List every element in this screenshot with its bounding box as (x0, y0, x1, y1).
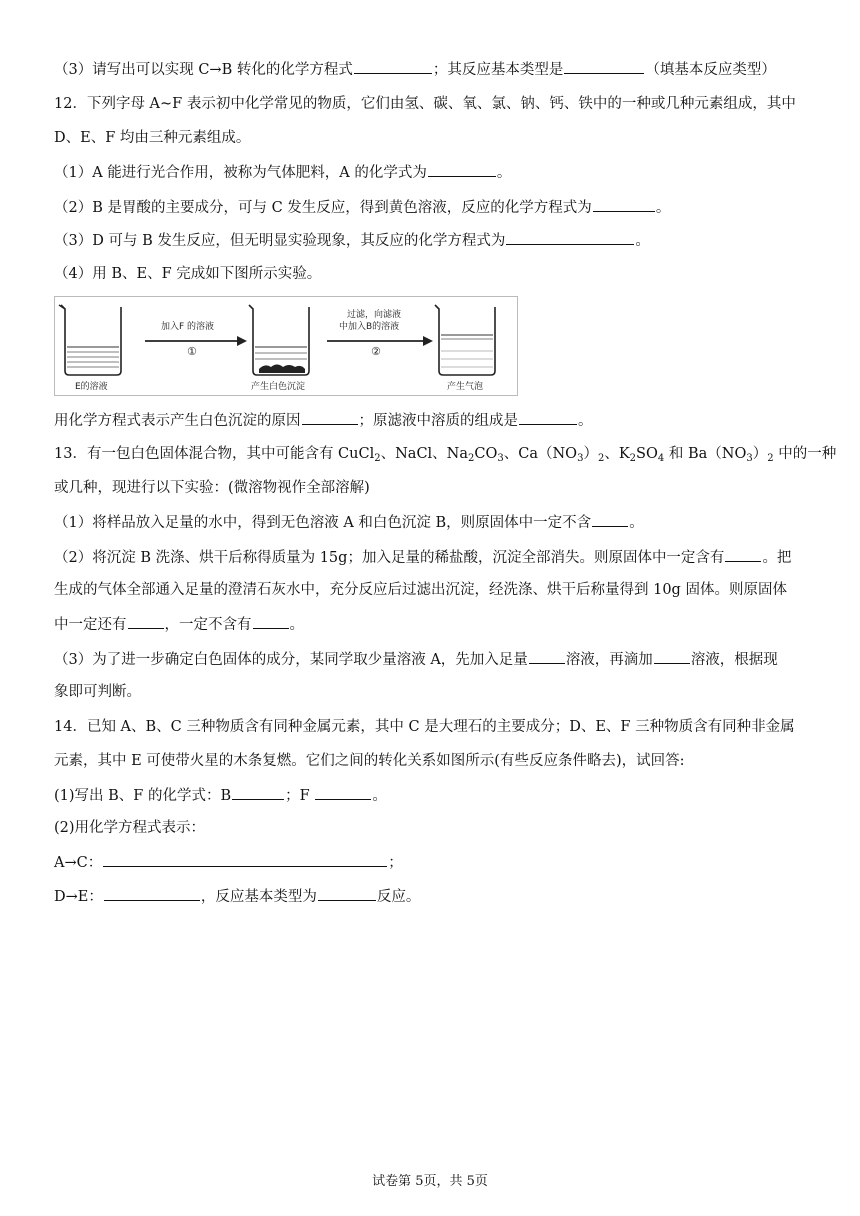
answer-blank[interactable] (128, 614, 164, 629)
q13-part3-line1: （3）为了进一步确定白色固体的成分，某同学取少量溶液 A，先加入足量 溶液，再滴加 溶液，根据现 (54, 649, 820, 670)
step-2-label-line2: 中加入B的溶液 (339, 322, 400, 332)
experiment-figure (54, 296, 518, 396)
answer-blank[interactable] (232, 785, 284, 800)
answer-blank[interactable] (654, 649, 690, 664)
q14-part1: (1)写出 B、F 的化学式：B ；F 。 (54, 785, 820, 806)
answer-blank[interactable] (315, 785, 371, 800)
q13-part2-line1: （2）将沉淀 B 洗涤、烘干后称得质量为 15g；加入足量的稀盐酸，沉淀全部消失。则原固体中一定含有 。把 (54, 547, 820, 568)
answer-blank[interactable] (564, 59, 644, 74)
q12-part1: （1）A 能进行光合作用，被称为气体肥料，A 的化学式为 。 (54, 162, 820, 183)
q13-stem-line1: 13．有一包白色固体混合物，其中可能含有 CuCl$_2$、NaCl、$Na_2CO_3$、$Ca(NO_3)_2$、$K_2SO_4$ 和 $Ba(NO_3)_2$ 中的一种 (54, 446, 837, 464)
q13-part2-line3: 中一定还有 ，一定不含有 。 (54, 614, 820, 635)
answer-blank[interactable] (519, 410, 577, 425)
step-2-number: ② (371, 345, 381, 358)
beaker-1-icon (59, 305, 121, 375)
answer-blank[interactable] (529, 649, 565, 664)
q13-stem-line2: 或几种，现进行以下实验：(微溶物视作全部溶解) (54, 480, 370, 496)
answer-blank[interactable] (506, 230, 634, 245)
q14-d-to-e: D→E： ，反应基本类型为 反应。 (54, 886, 820, 907)
answer-blank[interactable] (104, 886, 200, 901)
beaker-1-label: E的溶液 (75, 382, 108, 392)
beaker-3-label: 产生气泡 (447, 382, 484, 392)
q12-stem-line1: 12．下列字母 A~F 表示初中化学常见的物质，它们由氢、碳、氧、氯、钠、钙、铁中的一种或几种元素组成，其中 (54, 96, 796, 112)
answer-blank[interactable] (592, 512, 628, 527)
answer-blank[interactable] (593, 197, 655, 212)
q12-part2: （2）B 是胃酸的主要成分，可与 C 发生反应，得到黄色溶液，反应的化学方程式为 。 (54, 197, 820, 218)
beaker-2-label: 产生白色沉淀 (251, 382, 306, 392)
step-2-label-line1: 过滤，向滤液 (347, 310, 402, 320)
beaker-2-icon (249, 305, 309, 375)
q14-a-to-c: A→C： ； (54, 852, 820, 873)
answer-blank[interactable] (103, 852, 387, 867)
answer-blank[interactable] (725, 547, 761, 562)
step-1-label: 加入F 的溶液 (161, 322, 215, 332)
step-1-number: ① (187, 345, 197, 358)
answer-blank[interactable] (253, 614, 289, 629)
q12-part3: （3）D 可与 B 发生反应，但无明显实验现象，其反应的化学方程式为 。 (54, 230, 820, 251)
q12-part5: 用化学方程式表示产生白色沉淀的原因 ；原滤液中溶质的组成是 。 (54, 410, 820, 431)
q13-part1: （1）将样品放入足量的水中，得到无色溶液 A 和白色沉淀 B，则原固体中一定不含 。 (54, 512, 820, 533)
answer-blank[interactable] (318, 886, 376, 901)
page-footer: 试卷第 5页，共 5页 (372, 1174, 488, 1189)
answer-blank[interactable] (354, 59, 432, 74)
q14-part2: (2)用化学方程式表示： (54, 820, 206, 836)
q14-stem-line1: 14．已知 A、B、C 三种物质含有同种金属元素，其中 C 是大理石的主要成分；D、E、F 三种物质含有同种非金属 (54, 719, 795, 735)
beaker-3-icon (435, 305, 495, 375)
answer-blank[interactable] (302, 410, 358, 425)
q11-part3: （3）请写出可以实现 C→B 转化的化学方程式 ；其反应基本类型是 （填基本反应类型） (54, 59, 820, 80)
q13-part3-line2: 象即可判断。 (54, 684, 141, 700)
q12-stem-line2: D、E、F 均由三种元素组成。 (54, 130, 251, 146)
answer-blank[interactable] (428, 162, 496, 177)
q14-stem-line2: 元素，其中 E 可使带火星的木条复燃。它们之间的转化关系如图所示(有些反应条件略去)，试回答: (54, 753, 685, 769)
q12-part4: （4）用 B、E、F 完成如下图所示实验。 (54, 266, 322, 282)
q13-part2-line2: 生成的气体全部通入足量的澄清石灰水中，充分反应后过滤出沉淀，经洗涤、烘干后称量得到 10g 固体。则原固体 (54, 582, 787, 598)
